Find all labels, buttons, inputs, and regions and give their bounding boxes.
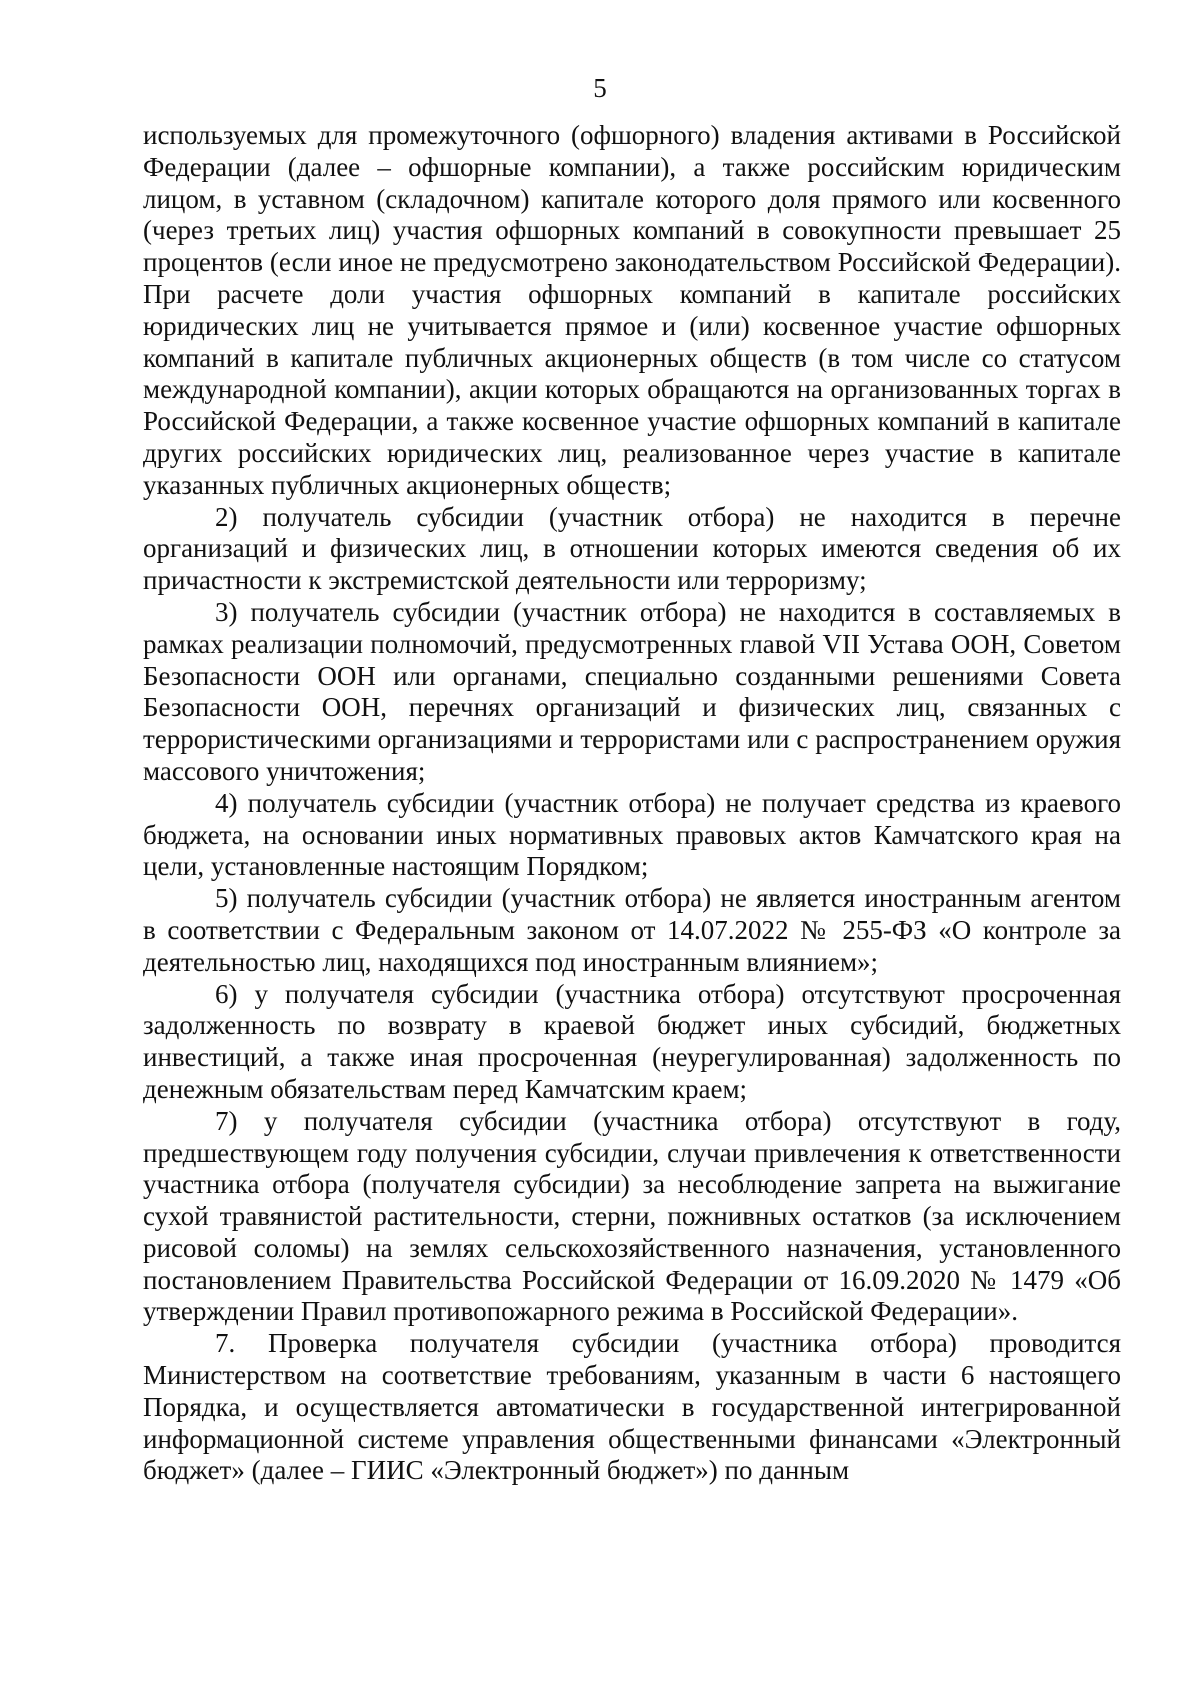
paragraph-item-6: 6) у получателя субсидии (участника отбора) отсутствуют просроченная задолженность по возврату в краевой бюджет иных субсидий, бюджетных инвестиций, а также иная просроченная (неурегулированная) задолженность по денежным обязательствам перед Камчатским краем; [143, 978, 1121, 1104]
paragraph-item-4: 4) получатель субсидии (участник отбора) не получает средства из краевого бюджета, на основании иных нормативных правовых актов Камчатского края на цели, установленные настоящим Порядком; [143, 787, 1121, 882]
paragraph-item-3: 3) получатель субсидии (участник отбора) не находится в составляемых в рамках реализации полномочий, предусмотренных главой VII Устава ООН, Советом Безопасности ООН или органами, специально созданными решениями Совета Безопасности ООН, перечнях организаций и физических лиц, связанных с террористическими организациями и террористами или с распространением оружия массового уничтожения; [143, 596, 1121, 786]
paragraph-item-5: 5) получатель субсидии (участник отбора) не является иностранным агентом в соответствии с Федеральным законом от 14.07.2022 № 255-ФЗ «О контроле за деятельностью лиц, находящихся под иностранным влиянием»; [143, 883, 1121, 977]
paragraph-continuation: используемых для промежуточного (офшорного) владения активами в Российской Федерации (далее – офшорные компании), а также российским юридическим лицом, в уставном (складочном) капитале которого доля прямого или косвенного (через третьих лиц) участия офшорных компаний в совокупности превышает 25 процентов (если иное не предусмотрено законодательством Российской Федерации). При расчете доли участия офшорных компаний в капитале российских юридических лиц не учитывается прямое и (или) косвенное участие офшорных компаний в капитале публичных акционерных обществ (в том числе со статусом международной компании), акции которых обращаются на организованных торгах в Российской Федерации, а также косвенное участие офшорных компаний в капитале других российских юридических лиц, реализованное через участие в капитале указанных публичных акционерных обществ; [143, 120, 1121, 500]
page-number: 5 [593, 73, 607, 103]
document-body [143, 120, 1121, 1487]
paragraph-item-2: 2) получатель субсидии (участник отбора) не находится в перечне организаций и физических лиц, в отношении которых имеются сведения об их причастности к экстремистской деятельности или терроризму; [143, 501, 1121, 596]
paragraph-item-7: 7) у получателя субсидии (участника отбора) отсутствуют в году, предшествующем году получения субсидии, случаи привлечения к ответственности участника отбора (получателя субсидии) за несоблюдение запрета на выжигание сухой травянистой растительности, стерни, пожнивных остатков (за исключением рисовой соломы) на землях сельскохозяйственного назначения, установленного постановлением Правительства Российской Федерации от 16.09.2020 № 1479 «Об утверждении Правил противопожарного режима в Российской Федерации». [143, 1105, 1121, 1327]
paragraph-section-7: 7. Проверка получателя субсидии (участника отбора) проводится Министерством на соответствие требованиям, указанным в части 6 настоящего Порядка, и осуществляется автоматически в государственной интегрированной информационной системе управления общественными финансами «Электронный бюджет» (далее – ГИИС «Электронный бюджет») по данным [143, 1328, 1121, 1486]
